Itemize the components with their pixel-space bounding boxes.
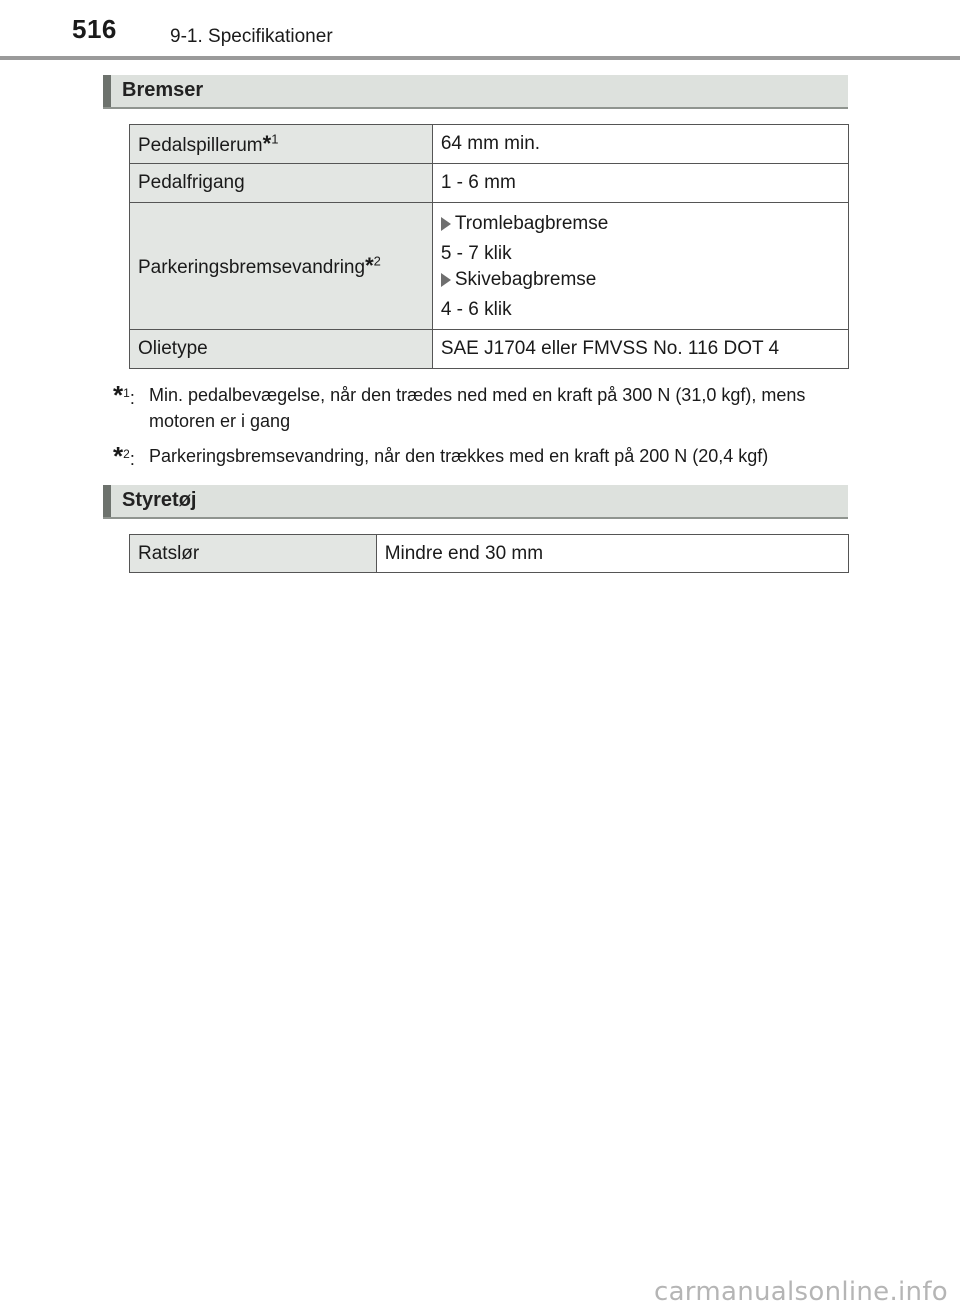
section-marker: [103, 485, 111, 517]
table-row: [130, 125, 849, 164]
footnote-text: Min. pedalbevægelse, når den trædes ned med en kraft på 300 N (31,0 kgf), mens motoren er i gang: [149, 385, 806, 431]
option-heading: [441, 213, 840, 235]
footnote-marker: *$^1$:: [113, 380, 135, 410]
table-row: [130, 164, 849, 203]
spec-label-text: Pedalspillerum: [138, 135, 263, 156]
spec-label: Olietype: [130, 330, 433, 369]
spec-label-text: Parkeringsbremsevandring: [138, 257, 366, 278]
section-heading-steering: [103, 485, 848, 519]
footnote-text: Parkeringsbremsevandring, når den trækkes med en kraft på 200 N (20,4 kgf): [149, 446, 769, 466]
watermark: carmanualsonline.info: [653, 1277, 948, 1307]
spec-value: Mindre end 30 mm: [376, 535, 848, 573]
section-marker: [103, 75, 111, 107]
option-heading: [441, 269, 840, 291]
page-number: 516: [72, 14, 117, 44]
footnote-ref: 1: [271, 131, 279, 147]
spec-label: Ratslør: [130, 535, 377, 573]
section-title-brakes: Bremser: [122, 79, 204, 101]
option-name: Skivebagbremse: [454, 269, 597, 290]
footnote-marker: *$^2$:: [113, 441, 135, 471]
footnote-number: 1: [123, 386, 130, 400]
brakes-spec-table: [129, 124, 849, 369]
asterisk-icon: *: [113, 441, 124, 471]
asterisk-icon: *: [262, 131, 272, 156]
option-value: 5 - 7 klik: [440, 243, 512, 264]
table-row: [130, 330, 849, 369]
table-row: [130, 535, 849, 573]
spec-label: Pedalfrigang: [130, 164, 433, 203]
steering-spec-table: [129, 534, 849, 573]
triangle-bullet-icon: [441, 273, 451, 287]
spec-value: SAE J1704 eller FMVSS No. 116 DOT 4: [432, 330, 848, 369]
section-title-steering: Styretøj: [122, 489, 197, 511]
spec-value: 64 mm min.: [432, 125, 848, 164]
footnote-number: 2: [123, 447, 130, 461]
spec-value: 1 - 6 mm: [432, 164, 848, 203]
footnote-ref: 2: [373, 253, 381, 269]
page-header: [0, 0, 960, 62]
asterisk-icon: *: [113, 380, 124, 410]
spec-label: [130, 125, 433, 164]
table-row: [130, 203, 849, 330]
spec-value: [432, 203, 848, 330]
spec-label: [130, 203, 433, 330]
asterisk-icon: *: [365, 253, 374, 278]
triangle-bullet-icon: [441, 217, 451, 231]
chapter-title: 9-1. Specifikationer: [170, 26, 333, 47]
header-rule: [0, 56, 960, 60]
section-heading-brakes: [103, 75, 848, 109]
option-value: 4 - 6 klik: [440, 299, 512, 320]
option-name: Tromlebagbremse: [454, 213, 609, 234]
